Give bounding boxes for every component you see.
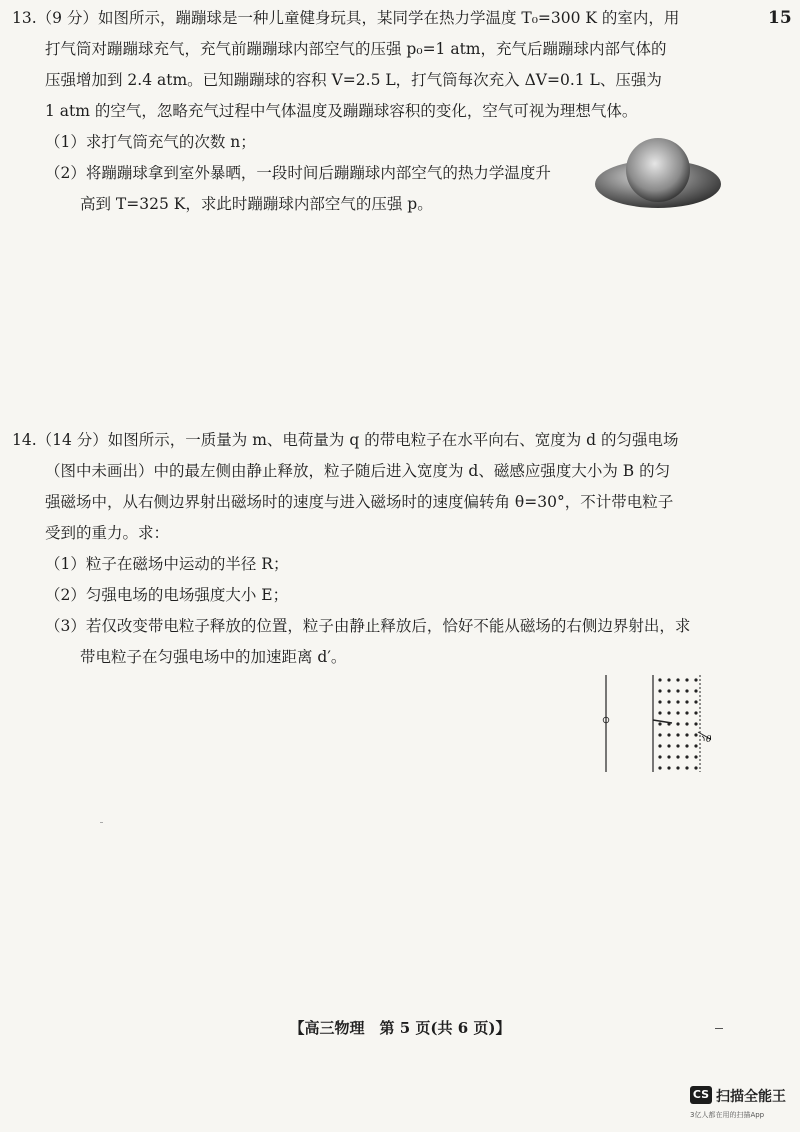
q14-line-3: 强磁场中，从右侧边界射出磁场时的速度与进入磁场时的速度偏转角 θ=30°，不计带电粒子	[45, 493, 674, 511]
q13-line-1: 13.（9 分）如图所示，蹦蹦球是一种儿童健身玩具，某同学在热力学温度 T₀=300 K 的室内，用	[12, 9, 680, 27]
field-dot	[658, 766, 661, 769]
ball-sphere-shape	[626, 138, 690, 202]
field-dot	[667, 678, 670, 681]
field-dot	[694, 722, 697, 725]
page-corner-number: 15	[768, 8, 792, 28]
magnetic-field-dots	[658, 678, 697, 769]
field-dot	[676, 766, 679, 769]
field-dot	[667, 766, 670, 769]
q14-sub-2: （2）匀强电场的电场强度大小 E；	[45, 586, 289, 604]
field-dot	[658, 722, 661, 725]
camscanner-name: 扫描全能王	[716, 1089, 786, 1105]
q14-line-1: 14.（14 分）如图所示，一质量为 m、电荷量为 q 的带电粒子在水平向右、宽度为 d 的匀强电场	[12, 431, 679, 449]
field-dot	[658, 733, 661, 736]
angle-arc	[702, 736, 704, 741]
q14-sub-1: （1）粒子在磁场中运动的半径 R；	[45, 555, 289, 573]
field-dot	[667, 689, 670, 692]
field-dot	[658, 678, 661, 681]
theta-label: θ	[706, 735, 711, 745]
field-dot	[685, 700, 688, 703]
bouncy-ball-figure	[592, 130, 724, 222]
field-dot	[667, 700, 670, 703]
field-dot	[685, 755, 688, 758]
q14-line-2: （图中未画出）中的最左侧由静止释放，粒子随后进入宽度为 d、磁感应强度大小为 B 的匀	[45, 462, 671, 480]
field-dot	[694, 689, 697, 692]
q13-line-2: 打气筒对蹦蹦球充气，充气前蹦蹦球内部空气的压强 p₀=1 atm，充气后蹦蹦球内部气体的	[45, 40, 667, 58]
field-dot	[685, 711, 688, 714]
q13-line-4: 1 atm 的空气，忽略充气过程中气体温度及蹦蹦球容积的变化，空气可视为理想气体。	[45, 102, 638, 120]
field-dot	[676, 744, 679, 747]
q14-line-4: 受到的重力。求：	[45, 524, 170, 542]
page-footer: 【高三物理 第 5 页(共 6 页)】	[289, 1019, 511, 1037]
field-dot	[676, 678, 679, 681]
field-dot	[658, 744, 661, 747]
field-dot	[685, 722, 688, 725]
field-dot	[658, 755, 661, 758]
field-dot	[658, 700, 661, 703]
camscanner-tagline: 3亿人都在用的扫描App	[690, 1111, 765, 1119]
field-dot	[676, 700, 679, 703]
scan-speck	[100, 822, 103, 823]
q13-line-3: 压强增加到 2.4 atm。已知蹦蹦球的容积 V=2.5 L，打气筒每次充入 ΔV=0.1 L、压强为	[45, 71, 662, 89]
field-dot	[694, 700, 697, 703]
field-dot	[694, 733, 697, 736]
field-dot	[658, 711, 661, 714]
field-dot	[694, 744, 697, 747]
field-dot	[694, 678, 697, 681]
trajectory-entry	[653, 720, 672, 723]
magnetic-field-figure	[596, 670, 711, 775]
field-dot	[676, 711, 679, 714]
field-dot	[676, 733, 679, 736]
field-dot	[685, 733, 688, 736]
field-dot	[658, 689, 661, 692]
field-dot	[667, 744, 670, 747]
q13-sub-1: （1）求打气筒充气的次数 n；	[45, 133, 256, 151]
footer-dash	[715, 1028, 723, 1029]
camscanner-logo: CS	[690, 1086, 712, 1104]
field-dot	[685, 766, 688, 769]
field-dot	[694, 755, 697, 758]
q13-sub-2-line-1: （2）将蹦蹦球拿到室外暴晒，一段时间后蹦蹦球内部空气的热力学温度升	[45, 164, 551, 182]
field-dot	[667, 711, 670, 714]
field-dot	[667, 755, 670, 758]
field-dot	[685, 678, 688, 681]
field-dot	[685, 744, 688, 747]
q13-sub-2-line-2: 高到 T=325 K，求此时蹦蹦球内部空气的压强 p。	[80, 195, 433, 213]
field-dot	[676, 722, 679, 725]
field-dot	[685, 689, 688, 692]
field-dot	[694, 711, 697, 714]
question-14	[12, 425, 732, 673]
field-dot	[667, 733, 670, 736]
q14-sub-3-line-2: 带电粒子在匀强电场中的加速距离 d′。	[80, 648, 347, 666]
field-dot	[676, 689, 679, 692]
field-dot	[676, 755, 679, 758]
field-dot	[694, 766, 697, 769]
q14-sub-3-line-1: （3）若仅改变带电粒子释放的位置，粒子由静止释放后，恰好不能从磁场的右侧边界射出，求	[45, 617, 691, 635]
